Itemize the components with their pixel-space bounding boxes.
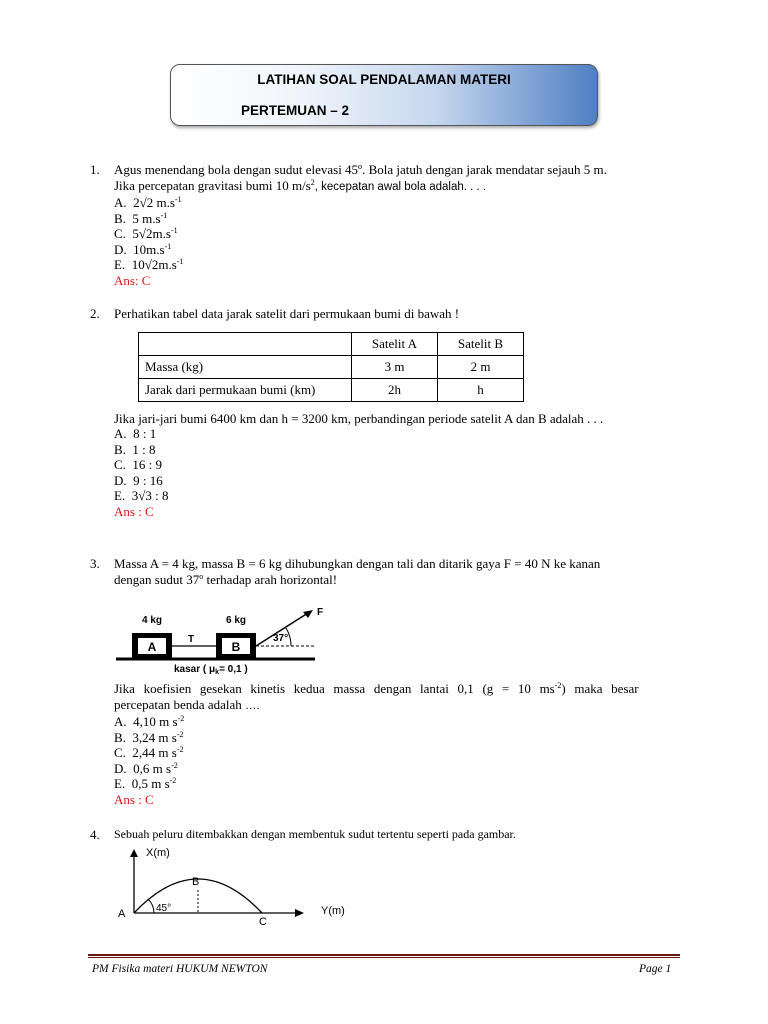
horizontal-axis-label: Y(m): [321, 905, 345, 917]
question-stem-line: Massa A = 4 kg, massa B = 6 kg dihubungkan dengan tali dan ditarik gaya F = 40 N ke kanan: [114, 556, 601, 571]
table-cell: 2 m: [438, 355, 524, 378]
option-letter: A.: [114, 714, 127, 729]
question-4: [90, 827, 516, 843]
question-3: [90, 556, 600, 587]
option-d[interactable]: D. $10m.s^{-1}$: [114, 241, 172, 257]
option-letter: D.: [114, 760, 127, 776]
question-stem-line: dengan sudut 37$^o$ terhadap arah horizontal!: [114, 571, 338, 587]
angle-label: 37°: [273, 633, 289, 644]
option-b[interactable]: B. 3,24 m $s^{-2}$: [114, 729, 184, 745]
question-3-continued: [90, 681, 678, 807]
block-a-label: A: [147, 640, 157, 654]
table-cell: 3 m: [352, 355, 438, 378]
option-letter: A.: [114, 426, 127, 441]
question-followup: Jika jari-jari bumi 6400 km dan h = 3200 km, perbandingan periode satelit A dan B adalah . . .: [114, 410, 604, 426]
option-letter: D.: [114, 241, 127, 257]
answer-key: Ans : C: [114, 791, 154, 807]
table-cell: 2h: [352, 378, 438, 401]
force-label: F: [317, 607, 324, 618]
table-row: [139, 355, 524, 378]
footer-rule-thin: [88, 957, 680, 958]
question-number: 4.: [90, 827, 100, 842]
table-header: Satelit A: [352, 332, 438, 355]
mass-a-label: 4 kg: [142, 615, 163, 626]
title-box: [170, 64, 598, 126]
question-stem-line: Perhatikan tabel data jarak satelit dari permukaan bumi di bawah !: [114, 306, 460, 321]
option-d[interactable]: D. 9 : 16: [114, 472, 163, 488]
question-stem-line: Agus menendang bola dengan sudut elevasi 45º. Bola jatuh dengan jarak mendatar sejauh 5 m.: [114, 162, 607, 177]
option-letter: C.: [114, 226, 126, 241]
option-b[interactable]: B. 5 $m.s^{-1}$: [114, 210, 168, 226]
option-e[interactable]: E. 0,5 m $s^{-2}$: [114, 776, 177, 791]
table-cell: [139, 332, 352, 355]
option-letter: B.: [114, 441, 126, 457]
option-c[interactable]: C. 16 : 9: [114, 457, 163, 472]
title-line-2: PERTEMUAN – 2: [241, 103, 350, 118]
table-cell: Massa (kg): [139, 355, 352, 378]
projectile-figure: [110, 843, 360, 928]
vertical-axis-label: X(m): [146, 847, 170, 859]
question-followup: percepatan benda adalah ….: [114, 696, 260, 712]
title-line-1: LATIHAN SOAL PENDALAMAN MATERI: [257, 72, 511, 87]
option-a[interactable]: A. 8 : 1: [114, 426, 157, 441]
option-e[interactable]: E. 3√3 : 8: [114, 488, 169, 503]
satellite-table: [138, 332, 524, 402]
blocks-figure: [110, 604, 330, 676]
surface-label: kasar ( $\mu_k= 0,1$ ): [174, 664, 248, 676]
question-number: 2.: [90, 306, 100, 321]
option-letter: E.: [114, 257, 126, 272]
tension-label: T: [188, 634, 195, 645]
question-stem-line: Jika percepatan gravitasi bumi 10 $m/s^2$, kecepatan awal bola adalah. . . .: [114, 177, 487, 193]
block-b-label: B: [231, 640, 241, 654]
option-a[interactable]: A. 2√2 $m.s^{-1}$: [114, 195, 182, 210]
option-b[interactable]: B. 1 : 8: [114, 441, 156, 457]
mass-b-label: 6 kg: [226, 615, 247, 626]
option-e[interactable]: E. $10√2m.s^{-1}$: [114, 257, 184, 272]
question-number: 1.: [90, 162, 100, 177]
option-letter: D.: [114, 472, 127, 488]
angle-arc: [148, 899, 154, 913]
option-letter: C.: [114, 457, 126, 472]
table-cell: h: [438, 378, 524, 401]
question-number: 3.: [90, 556, 100, 571]
table-header: Satelit B: [438, 332, 524, 355]
option-letter: E.: [114, 776, 126, 791]
option-letter: E.: [114, 488, 126, 503]
option-d[interactable]: D. 0,6 m $s^{-2}$: [114, 760, 178, 776]
question-1: [90, 162, 607, 288]
option-letter: C.: [114, 745, 126, 760]
point-a-label: A: [118, 908, 126, 920]
option-a[interactable]: A. 4,10 m $s^{-2}$: [114, 714, 185, 729]
horizontal-axis-arrowhead: [295, 909, 304, 917]
answer-key: Ans: C: [114, 272, 151, 288]
option-letter: B.: [114, 210, 126, 226]
question-2: [90, 306, 603, 519]
table-row: [139, 378, 524, 401]
option-letter: B.: [114, 729, 126, 745]
point-c-label: C: [259, 916, 267, 928]
vertical-axis-arrowhead: [130, 849, 138, 857]
table-header-row: [139, 332, 524, 355]
option-c[interactable]: C. $5√2m.s^{-1}$: [114, 226, 178, 241]
angle-label: 45°: [156, 903, 172, 914]
question-followup: Jika koefisien gesekan kinetis kedua massa dengan lantai 0,1 (g = 10 $ms^{-2}$) maka besar: [114, 681, 639, 696]
footer-rule: [88, 954, 680, 956]
option-c[interactable]: C. 2,44 m $s^{-2}$: [114, 745, 184, 760]
answer-key: Ans : C: [114, 503, 154, 519]
question-stem-line: Sebuah peluru ditembakkan dengan membentuk sudut tertentu seperti pada gambar.: [114, 827, 516, 841]
table-cell: Jarak dari permukaan bumi (km): [139, 378, 352, 401]
option-letter: A.: [114, 195, 127, 210]
point-b-label: B: [192, 876, 200, 888]
page-number: Page 1: [639, 963, 672, 975]
force-arrowhead: [303, 610, 313, 618]
footer-title: PM Fisika materi HUKUM NEWTON: [92, 963, 268, 975]
